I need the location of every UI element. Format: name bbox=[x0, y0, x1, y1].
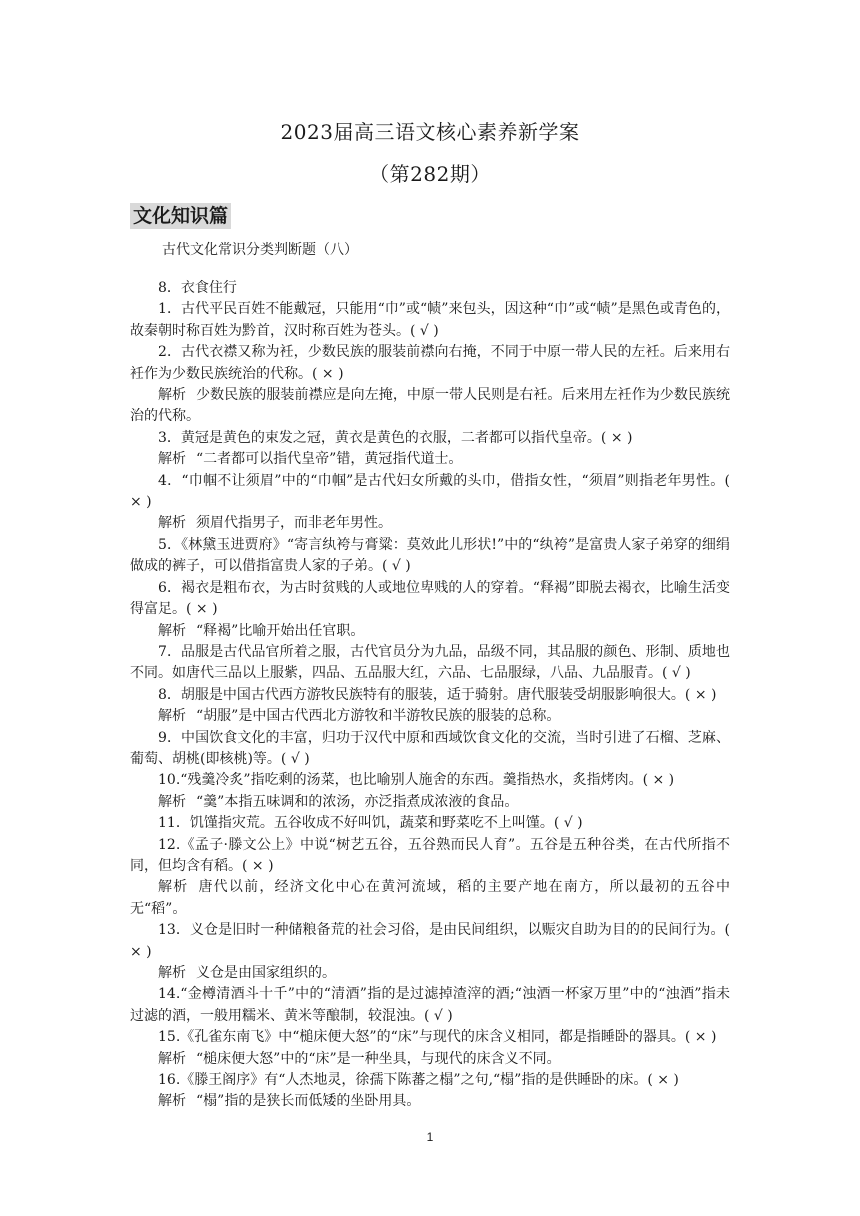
question-8: 8．胡服是中国古代西方游牧民族特有的服装，适于骑射。唐代服装受胡服影响很大。( × ) bbox=[158, 686, 717, 703]
analysis-10: 解析 “羹”本指五味调和的浓汤，亦泛指煮成浓液的食品。 bbox=[158, 793, 519, 810]
question-1: 1．古代平民百姓不能戴冠，只能用“巾”或“帻”来包头，因这种“巾”或“帻”是黑色或青色的，故秦朝时称百姓为黔首，汉时称百姓为苍头。( √ ) bbox=[130, 301, 730, 339]
question-4: 4．“巾帼不让须眉”中的“巾帼”是古代妇女所戴的头巾，借指女性，“须眉”则指老年男性。( × ) bbox=[130, 472, 730, 511]
analysis-label: 解析 bbox=[158, 965, 186, 981]
question-15: 15.《孔雀东南飞》中“槌床便大怒”的“床”与现代的床含义相同，都是指睡卧的器具。( × ) bbox=[158, 1029, 717, 1046]
issue-number: （第282期） bbox=[369, 162, 491, 186]
subtitle: 古代文化常识分类判断题（八） bbox=[162, 242, 358, 258]
analysis-label: 解析 bbox=[158, 451, 186, 468]
question-5: 5．《林黛玉进贾府》“寄言纨袴与膏粱：莫效此儿形状!”中的“纨袴”是富贵人家子弟穿的细绢做成的裤子，可以借指富贵人家的子弟。( √ ) bbox=[130, 536, 730, 575]
question-3: 3．黄冠是黄色的束发之冠，黄衣是黄色的衣服，二者都可以指代皇帝。( × ) bbox=[158, 429, 633, 446]
page-number: 1 bbox=[426, 1130, 434, 1144]
analysis-15: 解析 “槌床便大怒”中的“床”是一种坐具，与现代的床含义不同。 bbox=[158, 1050, 561, 1067]
analysis-16: 解析 “榻”指的是狭长而低矮的坐卧用具。 bbox=[158, 1093, 421, 1110]
question-10: 10.“残羹冷炙”指吃剩的汤菜，也比喻别人施舍的东西。羹指热水，炙指烤肉。( × ) bbox=[158, 772, 675, 789]
question-7: 7．品服是古代品官所着之服，古代官员分为九品，品级不同，其品服的颜色、形制、质地也不同。如唐代三品以上服紫，四品、五品服大红，六品、七品服绿，八品、九品服青。( √ ) bbox=[130, 643, 730, 682]
analysis-label: 解析 bbox=[158, 1093, 186, 1110]
question-2: 2．古代衣襟又称为衽，少数民族的服装前襟向右掩，不同于中原一带人民的左衽。后来用右衽作为少数民族统治的代称。( × ) bbox=[130, 344, 730, 382]
question-14: 14.“金樽清酒斗十千”中的“清酒”指的是过滤掉渣滓的酒;“浊酒一杯家万里”中的“浊酒”指未过滤的酒，一般用糯米、黄米等酿制，较混浊。( √ ) bbox=[130, 986, 730, 1024]
analysis-label: 解析 bbox=[158, 1050, 186, 1067]
question-13: 13．义仓是旧时一种储粮备荒的社会习俗，是由民间组织，以赈灾自助为目的的民间行为。( × ) bbox=[130, 922, 730, 960]
question-9: 9．中国饮食文化的丰富，归功于汉代中原和西域饮食文化的交流，当时引进了石榴、芝麻、葡萄、胡桃(即核桃)等。( √ ) bbox=[130, 729, 730, 767]
page-title: 2023届高三语文核心素养新学案 bbox=[280, 120, 580, 144]
analysis-12: 解析 唐代以前，经济文化中心在黄河流域，稻的主要产地在南方，所以最初的五谷中无“稻”。 bbox=[130, 879, 731, 917]
topic-heading: 8．衣食住行 bbox=[158, 280, 237, 296]
analysis-2: 解析 少数民族的服装前襟应是向左掩，中原一带人民则是右衽。后来用左衽作为少数民族统治的代称。 bbox=[130, 387, 731, 425]
question-6: 6．褐衣是粗布衣，为古时贫贱的人或地位卑贱的人的穿着。“释褐”即脱去褐衣，比喻生活变得富足。( × ) bbox=[130, 579, 730, 618]
analysis-label: 解析 bbox=[158, 622, 186, 639]
analysis-label: 解析 bbox=[158, 879, 189, 896]
analysis-label: 解析 bbox=[158, 515, 186, 532]
analysis-3: 解析 “二者都可以指代皇帝”错，黄冠指代道士。 bbox=[158, 451, 463, 468]
question-12: 12.《孟子·滕文公上》中说“树艺五谷，五谷熟而民人育”。五谷是五种谷类，在古代所指不同，但均含有稻。( × ) bbox=[130, 836, 730, 874]
analysis-13: 解析 义仓是由国家组织的。 bbox=[158, 965, 336, 981]
analysis-6: 解析 “释褐”比喻开始出任官职。 bbox=[158, 622, 365, 639]
question-16: 16.《滕王阁序》有“人杰地灵，徐孺下陈蕃之榻”之句,“榻”指的是供睡卧的床。( × ) bbox=[158, 1072, 679, 1089]
analysis-8: 解析 “胡服”是中国古代西北方游牧和半游牧民族的服装的总称。 bbox=[158, 708, 561, 725]
analysis-label: 解析 bbox=[158, 793, 186, 810]
analysis-label: 解析 bbox=[158, 708, 186, 725]
question-list bbox=[130, 278, 730, 1113]
analysis-label: 解析 bbox=[158, 387, 187, 404]
section-heading: 文化知识篇 bbox=[130, 203, 231, 229]
question-11: 11．饥馑指灾荒。五谷收成不好叫饥，蔬菜和野菜吃不上叫馑。( √ ) bbox=[158, 815, 583, 832]
analysis-4: 解析 须眉代指男子，而非老年男性。 bbox=[158, 515, 392, 532]
